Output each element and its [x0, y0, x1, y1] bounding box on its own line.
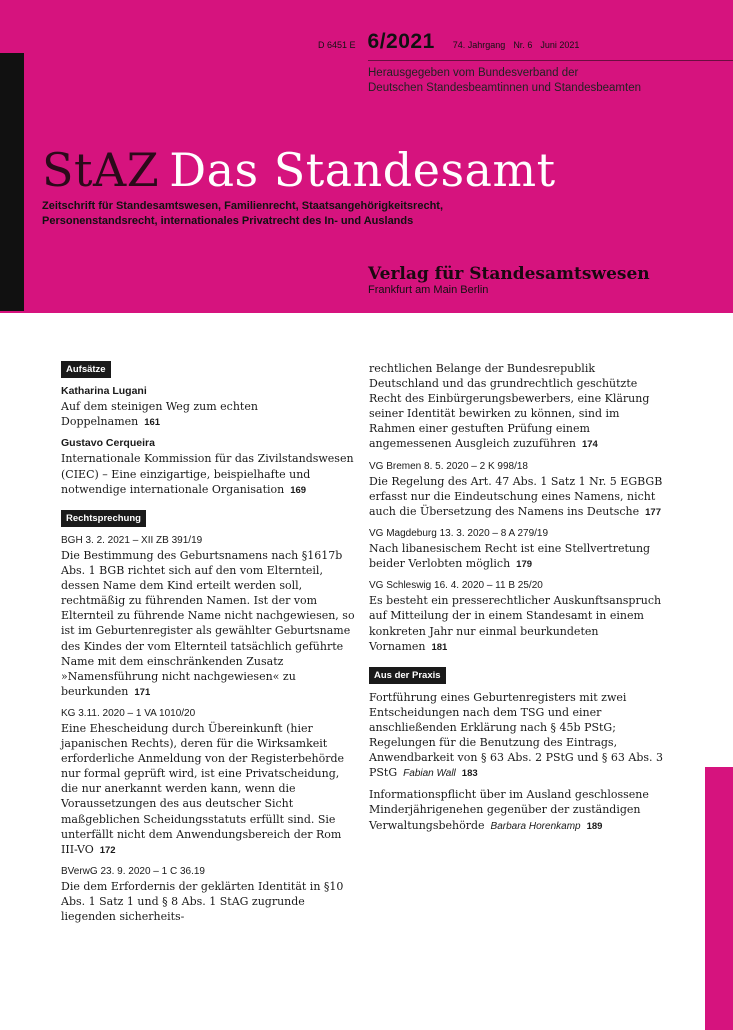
- entry-title: Internationale Kommission für das Zivilstandswesen (CIEC) – Eine einzigartige, beispielhafte und notwendige internationale Organisation: [61, 452, 354, 496]
- entry-text: Es besteht ein presserechtlicher Auskunftsanspruch auf Mitteilung der in einem Standesamt in einem konkreten Jahr nur einmal beurkundeten Vornamen: [369, 594, 662, 653]
- issue-number: 6/2021: [367, 30, 435, 53]
- publisher-line-1: Herausgegeben vom Bundesverband der: [368, 67, 579, 79]
- issue-date: Juni 2021: [540, 40, 580, 50]
- toc-entry[interactable]: [61, 706, 357, 858]
- entry-author: Fabian Wall: [403, 768, 456, 780]
- entry-court: VG Magdeburg 13. 3. 2020 – 8 A 279/19: [369, 527, 549, 539]
- entry-page: 183: [461, 768, 478, 780]
- entry-page: 181: [431, 641, 448, 653]
- header-rule: [368, 60, 733, 61]
- entry-text: Fortführung eines Geburtenregisters mit zwei Entscheidungen nach dem TSG und einer anschließenden Erklärung nach § 45b PStG; Regelungen für die Benutzung des Eintrags, Anwendbarkeit von § 63 Abs. 2 PStG und § 63 Abs. 3 PStG: [369, 690, 664, 780]
- entry-page: 174: [581, 439, 598, 451]
- publisher-line-2: Deutschen Standesbeamtinnen und Standesbeamten: [368, 82, 642, 94]
- toc-entry[interactable]: [369, 459, 665, 520]
- subtitle-line-1: Zeitschrift für Standesamtswesen, Familienrecht, Staatsangehörigkeitsrecht,: [42, 200, 444, 212]
- entry-court: KG 3.11. 2020 – 1 VA 1010/20: [61, 707, 196, 719]
- toc-entry[interactable]: [61, 384, 357, 430]
- title-abbr: StAZ: [42, 143, 160, 197]
- entry-court: VG Schleswig 16. 4. 2020 – 11 B 25/20: [369, 580, 543, 592]
- entry-text: Eine Ehescheidung durch Übereinkunft (hier japanischen Rechts), deren für die Wirksamkeit erforderliche Anmeldung von der Registerbehörde nur formal geprüft wird, ist eine Privatscheidung, die nur anerkannt werden kann, wenn die Voraussetzungen des aus deutscher Sicht maßgeblichen Scheidungsstatuts erfüllt sind. Sie unterfällt nicht dem Anwendungsbereich der Rom III-VO: [61, 721, 345, 856]
- entry-text: Nach libanesischem Recht ist eine Stellvertretung beider Verlobten möglich: [369, 542, 651, 571]
- section-label-aufsaetze: Aufsätze: [61, 361, 111, 378]
- entry-text: Die Bestimmung des Geburtsnamens nach §1617b Abs. 1 BGB richtet sich auf den vom Elternteil, dessen Name dem Kind erteilt werden soll, rechtmäßig zu führenden Namen. Ist der vom Elternteil zu führende Name nicht nachgewiesen, so ist im Geburtenregister als gewählter Geburtsname des Kindes der vom Elternteil tatsächlich geführte Name mit dem einschränkenden Zusatz »Namensführung nicht nachgewiesen« zu beurkunden: [61, 548, 355, 698]
- entry-page: 161: [144, 417, 161, 429]
- journal-subtitle: [42, 199, 443, 229]
- toc-entry[interactable]: [369, 526, 665, 572]
- entry-title: Auf dem steinigen Weg zum echten Doppelnamen: [61, 400, 258, 429]
- spine-bar: [0, 53, 24, 311]
- publisher: [368, 66, 641, 96]
- subtitle-line-2: Personenstandsrecht, internationales Privatrecht des In- und Auslands: [42, 215, 414, 227]
- entry-page: 189: [586, 820, 603, 832]
- section-label-rechtsprechung: Rechtsprechung: [61, 510, 146, 527]
- issue-nr: Nr. 6: [513, 40, 533, 50]
- issue-code: D 6451 E: [318, 40, 356, 50]
- entry-page: 172: [99, 844, 116, 856]
- entry-court: VG Bremen 8. 5. 2020 – 2 K 998/18: [369, 460, 528, 472]
- entry-page: 171: [134, 686, 151, 698]
- toc-entry[interactable]: [369, 578, 665, 654]
- entry-court: BGH 3. 2. 2021 – XII ZB 391/19: [61, 534, 203, 546]
- entry-text-part-2: rechtlichen Belange der Bundesrepublik Deutschland und das grundrechtlich geschützte Recht des Einbürgerungsbewerbers, eine Klärung seiner Identität bewirken zu können, sind im Rahmen einer gestuften Prüfung einem angemessenen Ausgleich zuzuführen: [369, 362, 650, 451]
- entry-page: 179: [516, 559, 533, 571]
- entry-court: BVerwG 23. 9. 2020 – 1 C 36.19: [61, 865, 205, 877]
- toc-entry[interactable]: [61, 436, 357, 497]
- side-accent-bar: [705, 767, 733, 1030]
- entry-author: Katharina Lugani: [61, 385, 147, 398]
- toc-entry[interactable]: [61, 533, 357, 700]
- toc-entry-continued[interactable]: [369, 361, 665, 453]
- issue-year: 74. Jahrgang: [452, 40, 506, 50]
- verlag-name: Verlag für Standesamtswesen: [368, 264, 650, 284]
- entry-page: 169: [290, 484, 307, 496]
- toc-left-column: [61, 361, 357, 930]
- section-label-praxis: Aus der Praxis: [369, 667, 446, 684]
- title-name: Das Standesamt: [169, 143, 556, 197]
- issue-line: [318, 30, 579, 54]
- entry-text: Die Regelung des Art. 47 Abs. 1 Satz 1 Nr. 5 EGBGB erfasst nur die Eindeutschung eines Namens, nicht auch die Übersetzung des Namens ins Deutsche: [369, 474, 663, 518]
- entry-author: Barbara Horenkamp: [490, 820, 581, 832]
- toc-entry[interactable]: [369, 690, 665, 782]
- journal-title: [42, 143, 556, 197]
- entry-text: Informationspflicht über im Ausland geschlossene Minderjährigenehen gegenüber der zuständigen Verwaltungsbehörde: [369, 788, 649, 832]
- entry-page: 177: [645, 506, 661, 518]
- toc-entry[interactable]: [369, 787, 665, 833]
- entry-text-part-1: Die dem Erfordernis der geklärten Identität in §10 Abs. 1 Satz 1 und § 8 Abs. 1 StAG zugrunde liegenden sicherheits-: [61, 879, 344, 924]
- toc-right-column: [369, 361, 665, 840]
- entry-author: Gustavo Cerqueira: [61, 437, 155, 450]
- toc-entry[interactable]: [61, 864, 357, 924]
- verlag-city: Frankfurt am Main Berlin: [368, 284, 489, 296]
